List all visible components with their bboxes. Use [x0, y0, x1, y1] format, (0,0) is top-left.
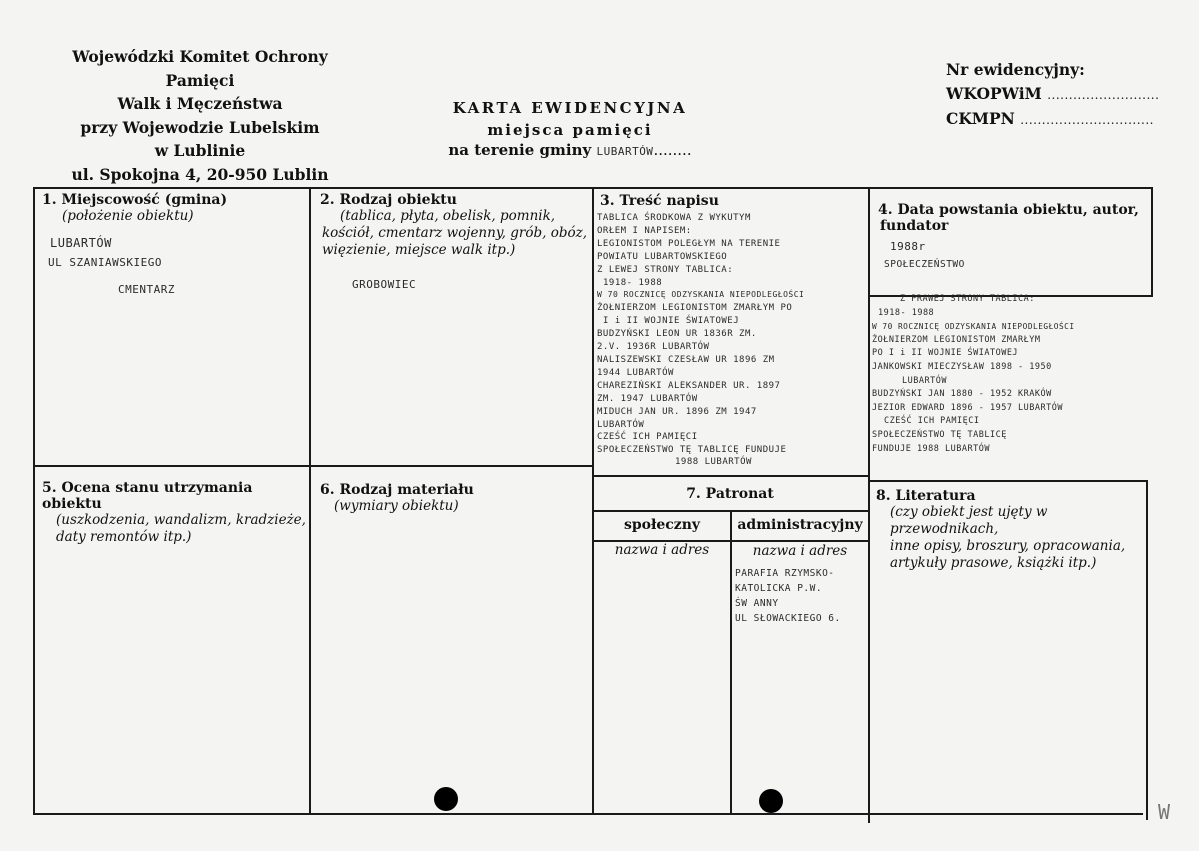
patronage-admin-line: PARAFIA RZYMSKO-	[735, 568, 835, 579]
section-7-title: 7. Patronat	[686, 486, 774, 502]
inscription-right-line: W 70 ROCZNICĘ ODZYSKANIA NIEPODLEGŁOŚCI	[872, 322, 1075, 332]
section-8-literature	[876, 488, 1146, 572]
section-6-title: 6. Rodzaj materiału	[320, 482, 474, 498]
patronage-admin-line: UL SŁOWACKIEGO 6.	[735, 613, 841, 624]
card-title: KARTA EWIDENCYJNA	[452, 99, 688, 117]
patronage-social-header: społeczny	[623, 517, 701, 533]
inscription-line: 1944 LUBARTÓW	[597, 367, 674, 378]
inscription-right-line: ŻOŁNIERZOM LEGIONISTOM ZMARŁYM	[872, 334, 1041, 345]
inscription-right-line: 1918- 1988	[878, 307, 935, 318]
inscription-line: TABLICA ŚRODKOWA Z WYKUTYM	[597, 213, 751, 223]
section-3-inscription	[600, 193, 719, 209]
section-8-subtitle-1: (czy obiekt jest ujęty w przewodnikach,	[890, 504, 1048, 537]
location-town: LUBARTÓW	[50, 236, 112, 250]
section-2-object-type	[320, 192, 590, 259]
section-5-condition	[42, 480, 307, 546]
registry-number-label: Nr ewidencyjny:	[946, 60, 1085, 79]
committee-line-2: Walk i Męczeństwa	[117, 94, 283, 113]
section-2-subtitle-1: (tablica, płyta, obelisk, pomnik,	[340, 208, 556, 224]
gmina-value: LUBARTÓW	[596, 145, 654, 158]
inscription-right-line: PO I i II WOJNIE ŚWIATOWEJ	[872, 348, 1019, 359]
origin-founder: SPOŁECZEŃSTWO	[884, 259, 965, 270]
patronage-admin-subheader: nazwa i adres	[752, 543, 848, 559]
inscription-right-text	[872, 293, 1075, 456]
inscription-line: MIDUCH JAN UR. 1896 ZM 1947	[597, 406, 757, 417]
section-8-subtitle-2: inne opisy, broszury, opracowania,	[890, 538, 1126, 554]
wkopwim-label: WKOPWiM	[946, 84, 1042, 103]
gmina-line	[420, 141, 720, 159]
inscription-line: CHAREZIŃSKI ALEKSANDER UR. 1897	[597, 380, 781, 391]
section-6-subtitle: (wymiary obiektu)	[334, 498, 459, 514]
section-8-title: 8. Literatura	[876, 488, 976, 504]
section-1-title: 1. Miejscowość (gmina)	[42, 192, 228, 208]
section-1-subtitle: (położenie obiektu)	[62, 208, 194, 224]
location-street: UL SZANIAWSKIEGO	[48, 256, 162, 269]
margin-mark: W	[1158, 800, 1171, 824]
section-4-origin	[878, 202, 1148, 234]
inscription-right-line: SPOŁECZEŃSTWO TĘ TABLICĘ	[872, 429, 1007, 440]
ckmpn-field: ...............................	[1020, 113, 1154, 127]
inscription-line: Z LEWEJ STRONY TABLICA:	[597, 264, 734, 275]
committee-header	[40, 45, 360, 186]
section-2-title: 2. Rodzaj obiektu	[320, 192, 457, 208]
section-1-location	[42, 192, 302, 225]
section-2-subtitle-3: więzienie, miejsce walk itp.)	[322, 242, 516, 258]
section-4-title-2: fundator	[880, 218, 949, 234]
location-cemetery: CMENTARZ	[118, 283, 175, 296]
committee-line-4: w Lublinie	[154, 141, 246, 160]
section-2-subtitle-2: kościół, cmentarz wojenny, grób, obóz,	[322, 225, 587, 241]
patronage-admin-header: administracyjny	[737, 517, 863, 533]
inscription-right-line: CZEŚĆ ICH PAMIĘCI	[884, 416, 980, 427]
inscription-line: CZEŚĆ ICH PAMIĘCI	[597, 432, 698, 443]
origin-year: 1988r	[890, 240, 926, 253]
inscription-line: NALISZEWSKI CZESŁAW UR 1896 ZM	[597, 354, 775, 365]
inscription-line: POWIATU LUBARTOWSKIEGO	[597, 251, 728, 262]
section-8-subtitle-3: artykuły prasowe, książki itp.)	[890, 555, 1097, 571]
section-5-title: 5. Ocena stanu utrzymania obiektu	[42, 480, 253, 512]
section-5-subtitle-1: (uszkodzenia, wandalizm, kradzieże,	[56, 512, 306, 528]
section-5-subtitle-2: daty remontów itp.)	[56, 529, 192, 545]
inscription-right-line: JANKOWSKI MIECZYSŁAW 1898 - 1950	[872, 361, 1052, 372]
object-type-value: GROBOWIEC	[352, 278, 417, 291]
inscription-line: ORŁEM I NAPISEM:	[597, 225, 692, 236]
inscription-line: 1988 LUBARTÓW	[675, 457, 752, 468]
punch-hole	[434, 787, 458, 811]
inscription-line: 2.V. 1936R LUBARTÓW	[597, 342, 710, 353]
gmina-dots: ........	[653, 141, 692, 159]
ckmpn-label: CKMPN	[946, 109, 1015, 128]
inscription-line: SPOŁECZEŃSTWO TĘ TABLICĘ FUNDUJE	[597, 445, 787, 456]
patronage-social-subheader: nazwa i adres	[614, 542, 710, 558]
inscription-right-line: BUDZYŃSKI JAN 1880 - 1952 KRAKÓW	[872, 389, 1052, 400]
section-4-title: 4. Data powstania obiektu, autor,	[878, 202, 1139, 218]
card-subtitle: miejsca pamięci	[487, 121, 653, 139]
inscription-right-line: FUNDUJE 1988 LUBARTÓW	[872, 443, 990, 454]
card-title-block	[420, 99, 720, 159]
patronage-admin-line: KATOLICKA P.W.	[735, 583, 823, 594]
inscription-line: LEGIONISTOM POLEGŁYM NA TERENIE	[597, 238, 781, 249]
inscription-right-line: LUBARTÓW	[902, 375, 947, 386]
patronage-admin-line: ŚW ANNY	[735, 598, 779, 609]
inscription-right-line: JEZIOR EDWARD 1896 - 1957 LUBARTÓW	[872, 402, 1063, 413]
inscription-line: W 70 ROCZNICĘ ODZYSKANIA NIEPODLEGŁOŚCI	[597, 290, 805, 300]
inscription-line: 1918- 1988	[603, 277, 663, 288]
inscription-line: LUBARTÓW	[597, 419, 645, 430]
committee-line-1: Wojewódzki Komitet Ochrony Pamięci	[72, 47, 328, 90]
inscription-line: ŻOŁNIERZOM LEGIONISTOM ZMARŁYM PO	[597, 303, 793, 314]
inscription-right-line: Z PRAWEJ STRONY TABLICA:	[900, 294, 1035, 304]
registry-block	[946, 58, 1186, 132]
section-6-material	[320, 482, 585, 515]
punch-hole	[759, 789, 783, 813]
gmina-label: na terenie gminy	[448, 141, 592, 159]
patronage-admin-value	[735, 566, 841, 626]
inscription-line: I i II WOJNIE ŚWIATOWEJ	[603, 316, 740, 327]
committee-address: ul. Spokojna 4, 20-950 Lublin	[71, 164, 329, 184]
wkopwim-field: ..........................	[1047, 88, 1160, 102]
inscription-line: BUDZYŃSKI LEON UR 1836R ZM.	[597, 329, 757, 340]
inscription-text	[597, 212, 804, 467]
section-3-title: 3. Treść napisu	[600, 193, 719, 209]
committee-line-3: przy Wojewodzie Lubelskim	[80, 117, 320, 137]
inscription-line: ZM. 1947 LUBARTÓW	[597, 393, 698, 404]
